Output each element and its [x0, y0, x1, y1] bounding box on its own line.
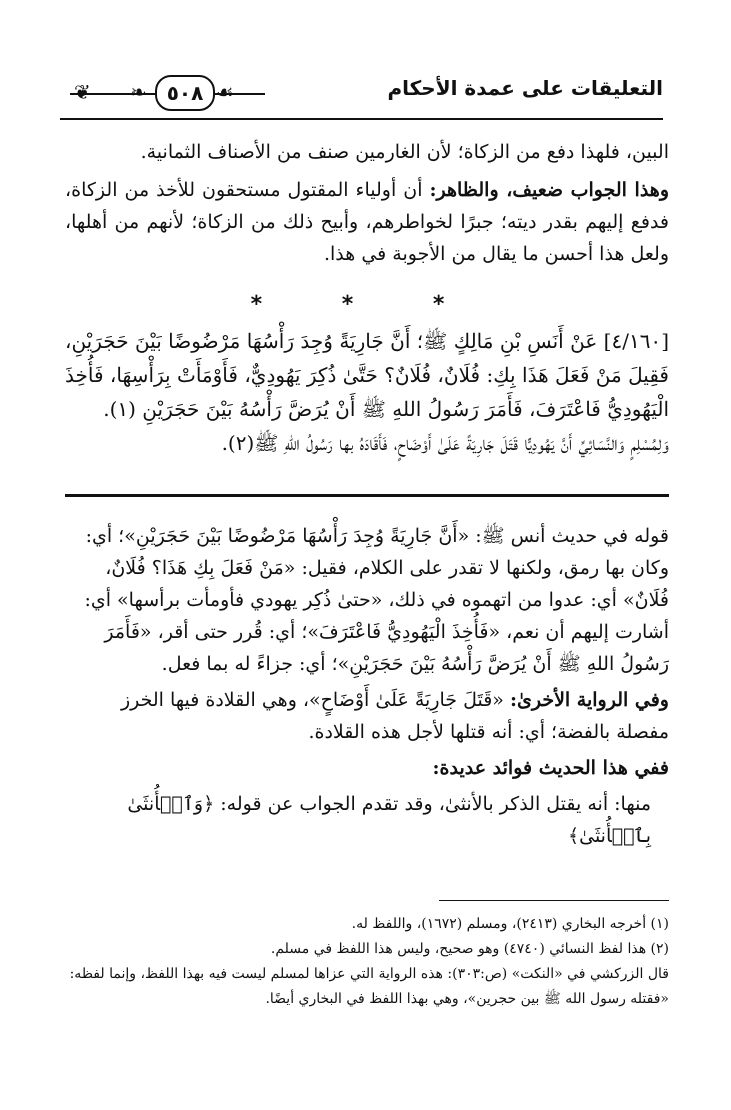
intro-lead: وهذا الجواب ضعيف، والظاهر:: [429, 179, 669, 201]
footnote-3: قال الزركشي في «النكت» (ص:٣٠٣): هذه الرواية التي عزاها لمسلم ليست فيه بهذا اللفظ، وإنما لفظه: «فقتله رسول الله ﷺ بين حجرين»، وهي بهذا اللفظ في البخاري أيضًا.: [69, 966, 669, 1007]
section-separator: * * *: [250, 292, 481, 317]
hadith-main: [٤/١٦٠] عَنْ أَنَسِ بْنِ مَالِكٍ ﷺ؛ أَنَّ جَارِيَةً وُجِدَ رَأْسُهَا مَرْضُوضًا بَيْنَ حَجَرَيْنِ، فَقِيلَ مَنْ فَعَلَ هَذَا بِكِ: فُلَانٌ، فُلَانٌ؟ حَتَّىٰ ذُكِرَ يَهُودِيٌّ، فَأَوْمَأَتْ بِرَأْسِهَا، فَأُخِذَ الْيَهُودِيُّ فَاعْتَرَفَ، فَأَمَرَ رَسُولُ اللهِ ﷺ أَنْ يُرَضَّ رَأْسُهُ بَيْنَ حَجَرَيْنِ (١).: [65, 329, 669, 421]
commentary-p2-lead: وفي الرواية الأخرىٰ:: [509, 689, 669, 711]
hadith-text: [65, 324, 669, 460]
footnote-1: (١) أخرجه البخاري (٢٤١٣)، ومسلم (١٦٧٢)، واللفظ له.: [351, 916, 669, 932]
commentary-paragraph-2: [65, 684, 669, 748]
benefits-heading: ففي هذا الحديث فوائد عديدة:: [432, 757, 669, 779]
intro-rest: أن أولياء المقتول مستحقون للأخذ من الزكاة، فدفع إليهم بقدر ديته؛ جبرًا لخواطرهم، وأبيح ذلك من الزكاة؛ لأنهم من أهلها، ولعل هذا أحسن ما يقال من الأجوبة في هذا.: [65, 179, 669, 265]
swirl-ornament-icon: ❦: [74, 80, 91, 104]
footnote-2: (٢) هذا لفظ النسائي (٤٧٤٠) وهو صحيح، وليس هذا اللفظ في مسلم.: [270, 941, 669, 957]
commentary-paragraph-1: قوله في حديث أنس ﷺ: «أَنَّ جَارِيَةً وُجِدَ رَأْسُهَا مَرْضُوضًا بَيْنَ حَجَرَيْنِ»؛ أي: وكان بها رمق، ولكنها لا تقدر على الكلام، فقيل: «مَنْ فَعَلَ بِكِ هَذَا؟ فُلَانٌ، فُلَانٌ» أي: عدوا من اتهموه في ذلك، «حتىٰ ذُكِر يهودي فأومأت برأسها» أي: أشارت إليهم أن نعم، «فَأُخِذَ الْيَهُودِيُّ فَاعْتَرَفَ»؛ أي: قُرر حتى أقر، «فَأَمَرَ رَسُولُ اللهِ ﷺ أَنْ يُرَضَّ رَأْسُهُ بَيْنَ حَجَرَيْنِ»؛ أي: جزاءً له بما فعل.: [84, 525, 669, 675]
page-number: ٥٠٨: [155, 75, 215, 111]
swirl-ornament-icon: ☙: [216, 80, 234, 104]
swirl-ornament-icon: ❧: [130, 80, 147, 104]
page-number-ornament: [70, 72, 300, 112]
page-header: [60, 72, 663, 114]
intro-text: [65, 136, 669, 270]
intro-paragraph: [65, 174, 669, 270]
footnote-rule: [439, 900, 669, 901]
header-rule: [60, 118, 663, 120]
hadith-narration: وَلِمُسْلِمٍ وَالنَّسَائِيِّ أَنَّ يَهُودِيًّا قَتَلَ جَارِيَةً عَلَىٰ أَوْضَاحٍ، فَأَقَادَهُ بها رَسُولُ اللهِ ﷺ(٢).: [221, 431, 669, 455]
footnotes: [65, 912, 669, 1012]
commentary-paragraph-3: منها: أنه يقتل الذكر بالأنثىٰ، وقد تقدم الجواب عن قوله: ﴿وَٱلۡأُنثَىٰ بِٱلۡأُنثَىٰ﴾: [127, 793, 651, 847]
running-title: التعليقات على عمدة الأحكام: [387, 76, 663, 100]
commentary-p2-rest: «قَتَلَ جَارِيَةً عَلَىٰ أَوْضَاحٍ»، وهي القلادة فيها الخرز مفصلة بالفضة؛ أي: أنه قتلها لأجل هذه القلادة.: [120, 689, 669, 743]
intro-line: البين، فلهذا دفع من الزكاة؛ لأن الغارمين صنف من الأصناف الثمانية.: [140, 141, 669, 163]
section-rule: [65, 494, 669, 497]
commentary: [65, 520, 669, 852]
